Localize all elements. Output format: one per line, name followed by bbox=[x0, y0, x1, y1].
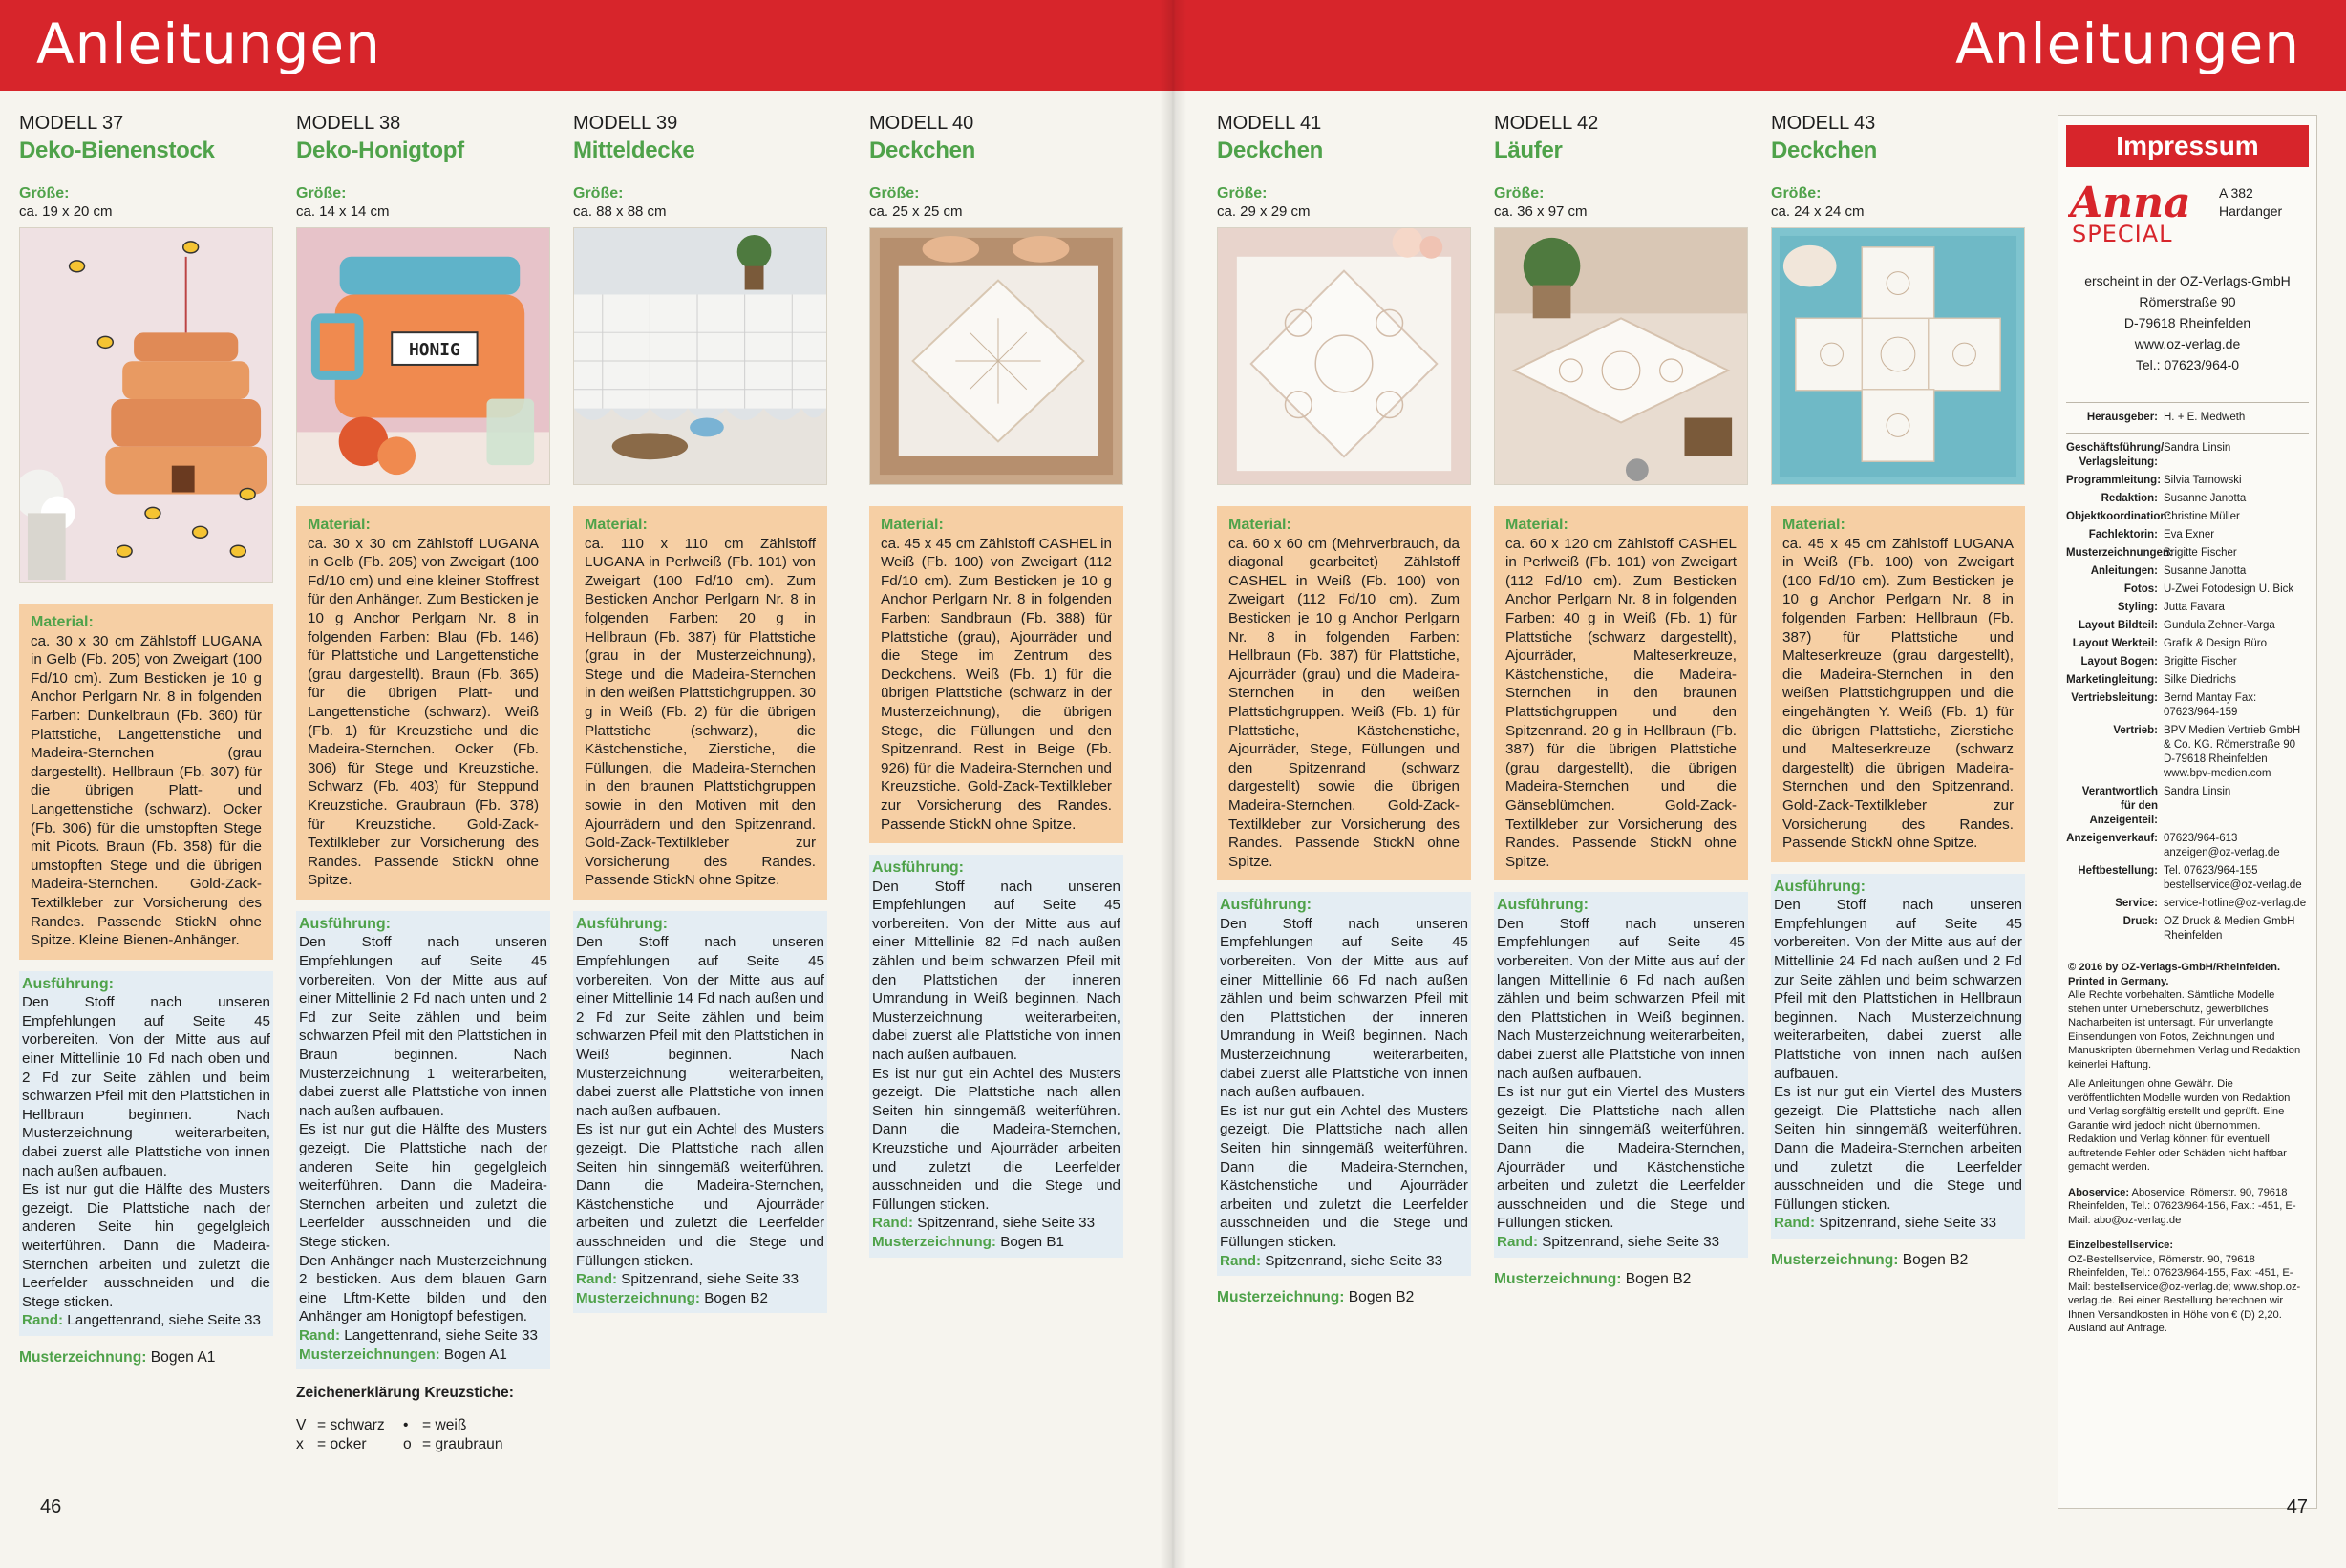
imprint-row bbox=[2066, 785, 2309, 828]
imprint-key: Programmleitung: bbox=[2066, 475, 2162, 486]
logo-bottom-text: SPECIAL bbox=[2072, 221, 2173, 247]
material-box bbox=[573, 506, 827, 900]
cross-stitch-legend bbox=[296, 1385, 550, 1453]
model-number: MODELL 38 bbox=[296, 113, 401, 134]
imprint-row bbox=[2066, 864, 2309, 893]
imprint-key: Vertriebsleitung: bbox=[2071, 692, 2158, 704]
model-number: MODELL 39 bbox=[573, 113, 678, 134]
imprint-key: Herausgeber: bbox=[2086, 412, 2158, 423]
imprint-row bbox=[2066, 655, 2309, 669]
imprint-row bbox=[2066, 564, 2309, 579]
rand-value: Langettenrand, siehe Seite 33 bbox=[67, 1312, 261, 1329]
execution-label: Ausführung: bbox=[576, 915, 668, 932]
execution-paragraph: Es ist nur gut ein Viertel des Musters gezeigt. Die Plattstiche nach allen Seiten hin sinngemäß weiterführen. Dann die Madeira-Sternchen arbeiten und zuletzt die Leerfelder ausschneiden und die Stege und Füllungen sticken. bbox=[1774, 1084, 2022, 1213]
model-photo bbox=[1494, 227, 1748, 485]
material-text: ca. 60 x 60 cm (Mehrverbrauch, da diagonal gearbeitet) Zählstoff CASHEL in Weiß (Fb. 100) von Zweigart (112 Fd/10 cm). Zum Besticken je 10 g Anchor Perlgarn Nr. 8 in folgenden Farben: Hellbraun (Fb. 387) für Plattstiche, Ajourräder (grau) und die Madeira-Sternchen in den weißen Plattstichgruppen. Weiß (Fb. 1) für Plattstiche, Kästchenstiche, Ajourräder, Stege, Füllungen und den Spitzenrand (schwarz dargestellt) sowie die übrigen Madeira-Sternchen. Gold-Zack-Textilkleber zur Vorsicherung des Randes. Passende StickN ohne Spitze. bbox=[1228, 535, 1460, 870]
imprint-value: U-Zwei Fotodesign U. Bick bbox=[2164, 583, 2294, 595]
pattern-sheet-label: Musterzeichnung: bbox=[1217, 1289, 1345, 1306]
material-box bbox=[19, 604, 273, 960]
pattern-sheet-label: Musterzeichnung: bbox=[19, 1348, 147, 1366]
size-label: Größe: bbox=[1494, 185, 1545, 201]
pattern-sheet-value: Bogen B2 bbox=[704, 1289, 768, 1306]
publisher-street: Römerstraße 90 bbox=[2139, 294, 2236, 309]
material-label: Material: bbox=[1228, 517, 1291, 533]
model-number: MODELL 43 bbox=[1771, 113, 1876, 134]
imprint-key: Service: bbox=[2115, 898, 2158, 909]
impressum-title: Impressum bbox=[2066, 125, 2309, 167]
material-box bbox=[1494, 506, 1748, 880]
legend-text: = weiß bbox=[422, 1417, 467, 1434]
publisher-address bbox=[2058, 270, 2316, 375]
legend-symbol: • bbox=[403, 1417, 409, 1434]
abo-text: Aboservice, Römerstr. 90, 79618 Rheinfelden, Tel.: 07623/964-156, Fax.: -451, E-Mail: abo@oz-verlag.de bbox=[2068, 1186, 2296, 1226]
execution-section bbox=[19, 971, 273, 1336]
imprint-row bbox=[2066, 492, 2309, 506]
pattern-sheet-label: Musterzeichnung: bbox=[1494, 1270, 1622, 1287]
material-text: ca. 60 x 120 cm Zählstoff CASHEL in Perlweiß (Fb. 101) von Zweigart (112 Fd/10 cm). Zum Besticken Anchor Perlgarn Nr. 8 in folgenden Farben: 40 g in Weiß (Fb. 1) für Plattstiche (schwarz dargestellt), Ajourräder, Malteserkreuze, Kästchenstiche, die Madeira-Sternchen in den braunen Plattstichgruppen und den Spitzenrand. 20 g in Hellbraun (Fb. 387) für die übrigen Plattstiche (grau dargestellt), die übrigen Madeira-Sternchen und die Gänseblümchen. Gold-Zack-Textilkleber zur Vorsicherung des Randes. Passende StickN ohne Spitze. bbox=[1505, 535, 1737, 870]
model-column-40 bbox=[869, 113, 1123, 1258]
model-title: Läufer bbox=[1494, 138, 1563, 163]
execution-paragraph: Es ist nur gut ein Viertel des Musters gezeigt. Die Plattstiche nach allen Seiten hin sinngemäß weiterführen. Dann die Madeira-Sternchen, Ajourräder und Kästchenstiche arbeiten und zuletzt die Leerfelder ausschneiden und die Stege und Füllungen sticken. bbox=[1497, 1084, 1745, 1232]
imprint-row bbox=[2066, 546, 2309, 561]
single-order-label: Einzelbestellservice: bbox=[2068, 1240, 2174, 1251]
imprint-row bbox=[2066, 528, 2309, 542]
pattern-sheet-label: Musterzeichnung: bbox=[1771, 1251, 1899, 1268]
material-label: Material: bbox=[308, 517, 371, 533]
pattern-sheet-label: Musterzeichnung: bbox=[872, 1233, 996, 1250]
size-value: ca. 25 x 25 cm bbox=[869, 203, 963, 220]
publisher-line: erscheint in der OZ-Verlags-GmbH bbox=[2084, 273, 2291, 288]
imprint-value: Brigitte Fischer bbox=[2164, 656, 2237, 667]
execution-paragraph: Es ist nur gut die Hälfte des Musters gezeigt. Die Plattstiche nach der anderen Seite hin gegelgleich weiterführen. Dann die Madeira-Sternchen arbeiten und zuletzt die Leerfelder ausschneiden und die Stege sticken. bbox=[299, 1121, 547, 1250]
imprint-row bbox=[2066, 619, 2309, 633]
execution-paragraph: Den Stoff nach unseren Empfehlungen auf Seite 45 vorbereiten. Von der Mitte aus auf einer Mittellinie 10 Fd nach oben und 2 Fd zur Seite zählen und beim schwarzen Pfeil mit den Plattstichen in Hellbraun beginnen. Nach Musterzeichnung weiterarbeiten, dabei zuerst alle Plattstiche von innen nach außen aufbauen. bbox=[22, 994, 270, 1179]
imprint-value: BPV Medien Vertrieb GmbH & Co. KG. Römerstraße 90 D-79618 Rheinfelden www.bpv-medien.com bbox=[2164, 725, 2301, 779]
imprint-row bbox=[2066, 637, 2309, 651]
imprint-row bbox=[2066, 510, 2309, 524]
publisher-city: D-79618 Rheinfelden bbox=[2123, 315, 2251, 330]
material-text: ca. 30 x 30 cm Zählstoff LUGANA in Gelb (Fb. 205) von Zweigart (100 Fd/10 cm). Zum Besticken je 10 g Anchor Perlgarn Nr. 8 in folgenden Farben: Dunkelbraun (Fb. 360) für Plattstiche, Langettenstiche und Madeira-Sternchen (grau dargestellt). Hellbraun (Fb. 307) für die übrigen Platt- und Langettenstiche (schwarz). Ocker (Fb. 306) für die umstopften Stege mit Picots. Braun (Fb. 358) für die umstopften Stege und die übrigen Madeira-Sternchen. Gold-Zack-Textilkleber zur Vorsicherung des Randes. Passende StickN ohne Spitze. Kleine Bienen-Anhänger. bbox=[31, 632, 262, 949]
execution-section bbox=[296, 911, 550, 1369]
imprint-key: Redaktion: bbox=[2101, 493, 2158, 504]
size-value: ca. 36 x 97 cm bbox=[1494, 203, 1588, 220]
execution-section bbox=[869, 855, 1123, 1257]
model-title: Deko-Bienenstock bbox=[19, 138, 215, 163]
material-label: Material: bbox=[881, 517, 944, 533]
anna-special-logo bbox=[2068, 179, 2211, 247]
size-label: Größe: bbox=[573, 185, 624, 201]
rand-value: Spitzenrand, siehe Seite 33 bbox=[917, 1215, 1096, 1232]
model-title: Deko-Honigtopf bbox=[296, 138, 464, 163]
model-photo bbox=[296, 227, 550, 485]
pattern-sheet-label: Musterzeichnungen: bbox=[299, 1346, 440, 1363]
page-header-title: Anleitungen bbox=[1955, 11, 2300, 76]
rand-value: Spitzenrand, siehe Seite 33 bbox=[1265, 1252, 1443, 1269]
material-box bbox=[296, 506, 550, 900]
guarantee-text: Alle Anleitungen ohne Gewähr. Die veröffentlichten Modelle wurden von Redaktion und Verlag sorgfältig erstellt und geprüft. Eine Garantie wird jedoch nicht übernommen. Redaktion und Verlag können für eventuell auftretende Fehler oder Schäden nicht haftbar gemacht werden. bbox=[2068, 1078, 2291, 1173]
rand-label: Rand: bbox=[299, 1326, 341, 1344]
imprint-key: Verantwortlich für den Anzeigenteil: bbox=[2081, 786, 2158, 826]
right-page bbox=[1173, 0, 2346, 1568]
imprint-value: Susanne Janotta bbox=[2164, 493, 2247, 504]
execution-label: Ausführung: bbox=[872, 859, 964, 877]
rand-value: Spitzenrand, siehe Seite 33 bbox=[1819, 1215, 1997, 1232]
pattern-sheet-value: Bogen B2 bbox=[1625, 1270, 1692, 1287]
material-text: ca. 110 x 110 cm Zählstoff LUGANA in Perlweiß (Fb. 101) von Zweigart (100 Fd/10 cm). Zum Besticken Anchor Perlgarn Nr. 8 in folgenden Farben: 20 g in Hellbraun (Fb. 387) für Plattstiche (grau in der Musterzeichnung), Stege und die Madeira-Sternchen in den weißen Plattstichgruppen. 30 g in Weiß (Fb. 2) für die übrigen Plattstiche (schwarz), die Kästchenstiche, Zierstiche, die Füllungen, die Madeira-Sternchen in den braunen Plattstichgruppen sowie in den Motiven mit den Ajourrädern und den Spitzenrand. Gold-Zack-Textilkleber zur Vorsicherung des Randes. Passende StickN ohne Spitze. bbox=[585, 535, 816, 889]
imprint-value: Susanne Janotta bbox=[2164, 565, 2247, 577]
rand-value: Langettenrand, siehe Seite 33 bbox=[344, 1326, 538, 1344]
execution-label: Ausführung: bbox=[1220, 897, 1312, 914]
imprint-row bbox=[2066, 832, 2309, 860]
imprint-value: OZ Druck & Medien GmbH Rheinfelden bbox=[2164, 916, 2295, 942]
size-label: Größe: bbox=[1217, 185, 1268, 201]
model-title: Deckchen bbox=[1771, 138, 1877, 163]
rand-label: Rand: bbox=[1220, 1252, 1262, 1269]
execution-section bbox=[1217, 892, 1471, 1276]
material-label: Material: bbox=[1505, 517, 1568, 533]
model-column-43 bbox=[1771, 113, 2025, 1269]
model-photo bbox=[573, 227, 827, 485]
imprint-value: Eva Exner bbox=[2164, 529, 2215, 540]
imprint-value: Jutta Favara bbox=[2164, 602, 2225, 613]
imprint-key: Fotos: bbox=[2123, 583, 2158, 595]
model-photo bbox=[1771, 227, 2025, 485]
size-value: ca. 29 x 29 cm bbox=[1217, 203, 1311, 220]
imprint-key: Anleitungen: bbox=[2090, 565, 2158, 577]
material-text: ca. 30 x 30 cm Zählstoff LUGANA in Gelb (Fb. 205) von Zweigart (100 Fd/10 cm) und eine kleiner Stoffrest für den Anhänger. Zum Besticken je 10 g Anchor Perlgarn Nr. 8 in folgenden Farben: Blau (Fb. 146) für Plattstiche und Langettenstiche (grau dargestellt). Braun (Fb. 365) für die übrigen Platt- und Langettenstiche (schwarz). Weiß (Fb. 1) für Kreuzstiche und die Madeira-Sternchen. Ocker (Fb. 306) für Stege und Kreuzstiche. Schwarz (Fb. 403) für Steppund Kreuzstiche. Graubraun (Fb. 378) für Kreuzstiche. Gold-Zack-Textilkleber zur Vorsicherung des Randes. Passende StickN ohne Spitze. bbox=[308, 535, 539, 889]
rand-label: Rand: bbox=[576, 1271, 618, 1288]
imprint-key: Druck: bbox=[2122, 916, 2158, 927]
model-number: MODELL 41 bbox=[1217, 113, 1322, 134]
imprint-row bbox=[2066, 724, 2309, 781]
imprint-key: Objektkoordination: bbox=[2066, 511, 2171, 522]
execution-label: Ausführung: bbox=[22, 975, 114, 992]
legend-text: = schwarz bbox=[317, 1417, 385, 1434]
imprint-row bbox=[2066, 441, 2309, 470]
model-column-38 bbox=[296, 113, 550, 1453]
execution-paragraph: Es ist nur gut die Hälfte des Musters gezeigt. Die Plattstiche nach der anderen Seite hin gegelgleich weiterführen. Dann die Madeira-Sternchen arbeiten und zuletzt die Leerfelder ausschneiden und die Stege sticken. bbox=[22, 1181, 270, 1310]
imprint-key: Layout Bildteil: bbox=[2078, 620, 2158, 631]
execution-paragraph: Den Anhänger nach Musterzeichnung 2 besticken. Aus dem blauen Garn eine Lftm-Kette bilden und den Anhänger am Honigtopf befestigen. bbox=[299, 1252, 547, 1325]
model-column-39 bbox=[573, 113, 827, 1313]
legend-symbol: x bbox=[296, 1436, 304, 1453]
pattern-sheet bbox=[1494, 1271, 1748, 1288]
execution-paragraph: Den Stoff nach unseren Empfehlungen auf Seite 45 vorbereiten. Von der Mitte aus auf der Mittellinie 24 Fd nach außen und 2 Fd zur Seite zählen und beim schwarzen Pfeil mit den Plattstichen in Hellbraun beginnen. Nach Musterzeichnung weiterarbeiten, dabei zuerst alle Plattstiche von innen nach außen aufbauen. bbox=[1774, 897, 2022, 1082]
imprint-row bbox=[2066, 583, 2309, 597]
size-value: ca. 24 x 24 cm bbox=[1771, 203, 1865, 220]
imprint-key: Styling: bbox=[2117, 602, 2158, 613]
size-value: ca. 19 x 20 cm bbox=[19, 203, 113, 220]
imprint-value: H. + E. Medweth bbox=[2164, 412, 2246, 423]
rand-label: Rand: bbox=[1497, 1233, 1539, 1250]
imprint-key: Heftbestellung: bbox=[2078, 865, 2158, 877]
material-box bbox=[1217, 506, 1471, 880]
pattern-sheet bbox=[19, 1349, 273, 1367]
model-number: MODELL 42 bbox=[1494, 113, 1599, 134]
size-label: Größe: bbox=[296, 185, 347, 201]
size-value: ca. 88 x 88 cm bbox=[573, 203, 667, 220]
issue-theme: Hardanger bbox=[2219, 203, 2283, 219]
model-photo bbox=[1217, 227, 1471, 485]
execution-paragraph: Den Stoff nach unseren Empfehlungen auf Seite 45 vorbereiten. Von der Mitte aus auf einer Mittellinie 14 Fd nach außen und 2 Fd zur Seite zählen und beim schwarzen Pfeil mit den Plattstichen in Weiß beginnen. Nach Musterzeichnung weiterarbeiten, dabei zuerst alle Plattstiche von innen nach außen aufbauen. bbox=[576, 934, 824, 1119]
imprint-value: Sandra Linsin bbox=[2164, 442, 2231, 454]
legend-title: Zeichenerklärung Kreuzstiche: bbox=[296, 1385, 514, 1402]
imprint-key: Fachlektorin: bbox=[2088, 529, 2158, 540]
material-text: ca. 45 x 45 cm Zählstoff CASHEL in Weiß (Fb. 100) von Zweigart (112 Fd/10 cm). Zum Besticken je 10 g Anchor Perlgarn Nr. 8 in folgenden Farben: Sandbraun (Fb. 388) für Plattstiche (grau), Ajourräder und die Stege im Zentrum des Deckchens. Weiß (Fb. 1) für die übrigen Plattstiche (schwarz in der Musterzeichnung), die übrigen Stege, die Füllungen und den Spitzenrand. Rest in Beige (Fb. 926) für die Madeira-Sternchen und Kreuzstiche. Gold-Zack-Textilkleber zur Vorsicherung des Randes. Passende StickN ohne Spitze. bbox=[881, 535, 1112, 833]
model-title: Deckchen bbox=[1217, 138, 1323, 163]
size-label: Größe: bbox=[1771, 185, 1822, 201]
execution-paragraph: Den Stoff nach unseren Empfehlungen auf Seite 45 vorbereiten. Von der Mitte aus auf einer Mittellinie 66 Fd nach außen zählen und beim schwarzen Pfeil mit den Plattstichen der inneren Umrandung in Weiß beginnen. Nach Musterzeichnung weiterarbeiten, dabei zuerst alle Plattstiche von innen nach außen aufbauen. bbox=[1220, 915, 1468, 1101]
imprint-row bbox=[2066, 474, 2309, 488]
legend-symbol: o bbox=[403, 1436, 412, 1453]
material-box bbox=[869, 506, 1123, 843]
imprint-key: Marketingleitung: bbox=[2066, 674, 2158, 686]
page-number: 47 bbox=[2286, 1496, 2308, 1517]
execution-section bbox=[1771, 874, 2025, 1239]
execution-paragraph: Den Stoff nach unseren Empfehlungen auf Seite 45 vorbereiten. Von der Mitte aus auf einer Mittellinie 82 Fd nach außen zählen und beim schwarzen Pfeil mit den Plattstichen der inneren Umrandung in Weiß beginnen. Nach Musterzeichnung weiterarbeiten, dabei zuerst alle Plattstiche von innen nach außen aufbauen. bbox=[872, 878, 1120, 1064]
publisher-web: www.oz-verlag.de bbox=[2134, 336, 2241, 351]
execution-paragraph: Es ist nur gut ein Achtel des Musters gezeigt. Die Plattstiche nach allen Seiten hin sinngemäß weiterführen. Dann die Madeira-Sternchen, Kästchenstiche und Ajourräder arbeiten und zuletzt die Leerfelder ausschneiden und die Stege und Füllungen sticken. bbox=[1220, 1102, 1468, 1250]
material-label: Material: bbox=[1782, 517, 1845, 533]
execution-label: Ausführung: bbox=[1497, 897, 1589, 914]
material-box bbox=[1771, 506, 2025, 862]
execution-label: Ausführung: bbox=[1774, 878, 1866, 895]
imprint-key: Vertrieb: bbox=[2113, 725, 2158, 736]
imprint-key: Anzeigenverkauf: bbox=[2066, 833, 2158, 844]
imprint-value: Bernd Mantay Fax: 07623/964-159 bbox=[2164, 692, 2257, 718]
size-label: Größe: bbox=[869, 185, 920, 201]
rand-value: Spitzenrand, siehe Seite 33 bbox=[1542, 1233, 1720, 1250]
rand-label: Rand: bbox=[872, 1215, 914, 1232]
model-title: Deckchen bbox=[869, 138, 975, 163]
imprint-value: Tel. 07623/964-155 bestellservice@oz-verlag.de bbox=[2164, 865, 2302, 891]
logo-top-text: Anna bbox=[2070, 179, 2191, 227]
legend-text: = graubraun bbox=[422, 1436, 503, 1453]
pattern-sheet-value: Bogen B1 bbox=[1000, 1233, 1064, 1250]
imprint-value: Grafik & Design Büro bbox=[2164, 638, 2268, 649]
copyright-line: © 2016 by OZ-Verlags-GmbH/Rheinfelden. Printed in Germany. bbox=[2068, 962, 2281, 987]
honig-label: HONIG bbox=[409, 340, 460, 361]
material-label: Material: bbox=[31, 614, 94, 630]
model-photo bbox=[19, 227, 273, 583]
material-text: ca. 45 x 45 cm Zählstoff LUGANA in Weiß (Fb. 100) von Zweigart (100 Fd/10 cm). Zum Besticken je 10 g Anchor Perlgarn Nr. 8 in folgenden Farben: Hellbraun (Fb. 387) für Plattstiche und Malteserkreuze (grau dargestellt), die Madeira-Sternchen in den weißen Plattstichgruppen und die eingehängten Y. Weiß (Fb. 1) für die übrigen Plattstiche, Zierstiche und Malteserkreuze (schwarz dargestellt) die übrigen Madeira-Sternchen und den Spitzenrand. Gold-Zack-Textilkleber zur Vorsicherung des Randes. Passende StickN ohne Spitze. bbox=[1782, 535, 2014, 852]
execution-paragraph: Es ist nur gut ein Achtel des Musters gezeigt. Die Plattstiche nach allen Seiten hin sinngemäß weiterführen. Dann die Madeira-Sternchen, Kreuzstiche und Ajourräder arbeiten und zuletzt die Leerfelder ausschneiden und die Stege und Füllungen sticken. bbox=[872, 1065, 1120, 1213]
imprint-key: Layout Bogen: bbox=[2080, 656, 2158, 667]
imprint-key: Geschäftsführung/ Verlagsleitung: bbox=[2066, 442, 2165, 468]
imprint-value: Christine Müller bbox=[2164, 511, 2240, 522]
imprint-value: 07623/964-613 anzeigen@oz-verlag.de bbox=[2164, 833, 2280, 858]
execution-paragraph: Es ist nur gut ein Achtel des Musters gezeigt. Die Plattstiche nach allen Seiten hin sinngemäß weiterführen. Dann die Madeira-Sternchen, Kästchenstiche und Ajourräder arbeiten und zuletzt die Leerfelder ausschneiden und die Stege und Füllungen sticken. bbox=[576, 1121, 824, 1269]
page-number: 46 bbox=[40, 1496, 62, 1517]
rand-value: Spitzenrand, siehe Seite 33 bbox=[621, 1271, 800, 1288]
model-number: MODELL 40 bbox=[869, 113, 974, 134]
rights-text: Alle Rechte vorbehalten. Sämtliche Modelle stehen unter Urheberschutz, gewerbliches Nacharbeiten ist untersagt. Für unverlangte Einsendungen von Fotos, Zeichnungen und Manuskripten übernehmen Verlag und Redaktion keinerlei Haftung. bbox=[2068, 989, 2301, 1070]
size-label: Größe: bbox=[19, 185, 70, 201]
imprint-row bbox=[2066, 691, 2309, 720]
pattern-sheet-label: Musterzeichnung: bbox=[576, 1289, 700, 1306]
execution-label: Ausführung: bbox=[299, 915, 391, 932]
issue-number: A 382 bbox=[2219, 185, 2253, 201]
execution-paragraph: Den Stoff nach unseren Empfehlungen auf Seite 45 vorbereiten. Von der Mitte aus auf der langen Mittellinie 6 Fd nach außen zählen und beim schwarzen Pfeil mit den Plattstichen in Weiß beginnen. Nach Musterzeichnung weiterarbeiten, dabei zuerst alle Plattstiche von innen nach außen aufbauen. bbox=[1497, 915, 1745, 1082]
model-title: Mitteldecke bbox=[573, 138, 695, 163]
pattern-sheet-value: Bogen B2 bbox=[1348, 1289, 1415, 1306]
abo-label: Aboservice: bbox=[2068, 1186, 2130, 1198]
imprint-value: Gundula Zehner-Varga bbox=[2164, 620, 2275, 631]
rand-label: Rand: bbox=[1774, 1215, 1816, 1232]
execution-section bbox=[1494, 892, 1748, 1257]
publisher-phone: Tel.: 07623/964-0 bbox=[2135, 357, 2240, 372]
execution-paragraph: Den Stoff nach unseren Empfehlungen auf Seite 45 vorbereiten. Von der Mitte aus auf einer Mittellinie 2 Fd nach unten und 2 Fd zur Seite zählen und beim schwarzen Pfeil mit den Plattstichen in Braun beginnen. Nach Musterzeichnung 1 weiterarbeiten, dabei zuerst alle Plattstiche von innen nach außen aufbauen. bbox=[299, 934, 547, 1119]
imprint-value: Silke Diedrichs bbox=[2164, 674, 2237, 686]
imprint-value: service-hotline@oz-verlag.de bbox=[2164, 898, 2307, 909]
size-value: ca. 14 x 14 cm bbox=[296, 203, 390, 220]
pattern-sheet bbox=[1771, 1252, 2025, 1269]
imprint-row bbox=[2066, 915, 2309, 943]
model-column-42 bbox=[1494, 113, 1748, 1288]
model-photo bbox=[869, 227, 1123, 485]
single-order-text: OZ-Bestellservice, Römerstr. 90, 79618 Rheinfelden, Tel.: 07623/964-155, Fax: -451, E-Mail: bestellservice@oz-verlag.de; www.shop.oz-verlag.de. Bei einer Bestellung berechnen wir Ihnen Versandkosten in Höhe von € (D) 2,20. Ausland auf Anfrage. bbox=[2068, 1253, 2301, 1334]
imprint-value: Silvia Tarnowski bbox=[2164, 475, 2242, 486]
staff-list bbox=[2058, 441, 2316, 943]
model-column-41 bbox=[1217, 113, 1471, 1306]
impressum-box bbox=[2058, 115, 2317, 1509]
pattern-sheet-value: Bogen A1 bbox=[150, 1348, 216, 1366]
execution-section bbox=[573, 911, 827, 1313]
pattern-sheet-value: Bogen A1 bbox=[443, 1346, 507, 1363]
imprint-key: Layout Werkteil: bbox=[2072, 638, 2158, 649]
imprint-value: Sandra Linsin bbox=[2164, 786, 2231, 797]
imprint-row bbox=[2066, 673, 2309, 688]
legend-symbol: V bbox=[296, 1417, 307, 1434]
material-label: Material: bbox=[585, 517, 648, 533]
imprint-row bbox=[2066, 897, 2309, 911]
model-column-37 bbox=[19, 113, 273, 1367]
imprint-row bbox=[2066, 601, 2309, 615]
pattern-sheet bbox=[1217, 1289, 1471, 1306]
model-number: MODELL 37 bbox=[19, 113, 124, 134]
page-header-title: Anleitungen bbox=[36, 11, 381, 76]
imprint-key: Musterzeichnungen: bbox=[2066, 547, 2173, 559]
pattern-sheet-value: Bogen B2 bbox=[1902, 1251, 1969, 1268]
imprint-value: Brigitte Fischer bbox=[2164, 547, 2237, 559]
legend-text: = ocker bbox=[317, 1436, 367, 1453]
rand-label: Rand: bbox=[22, 1312, 64, 1329]
